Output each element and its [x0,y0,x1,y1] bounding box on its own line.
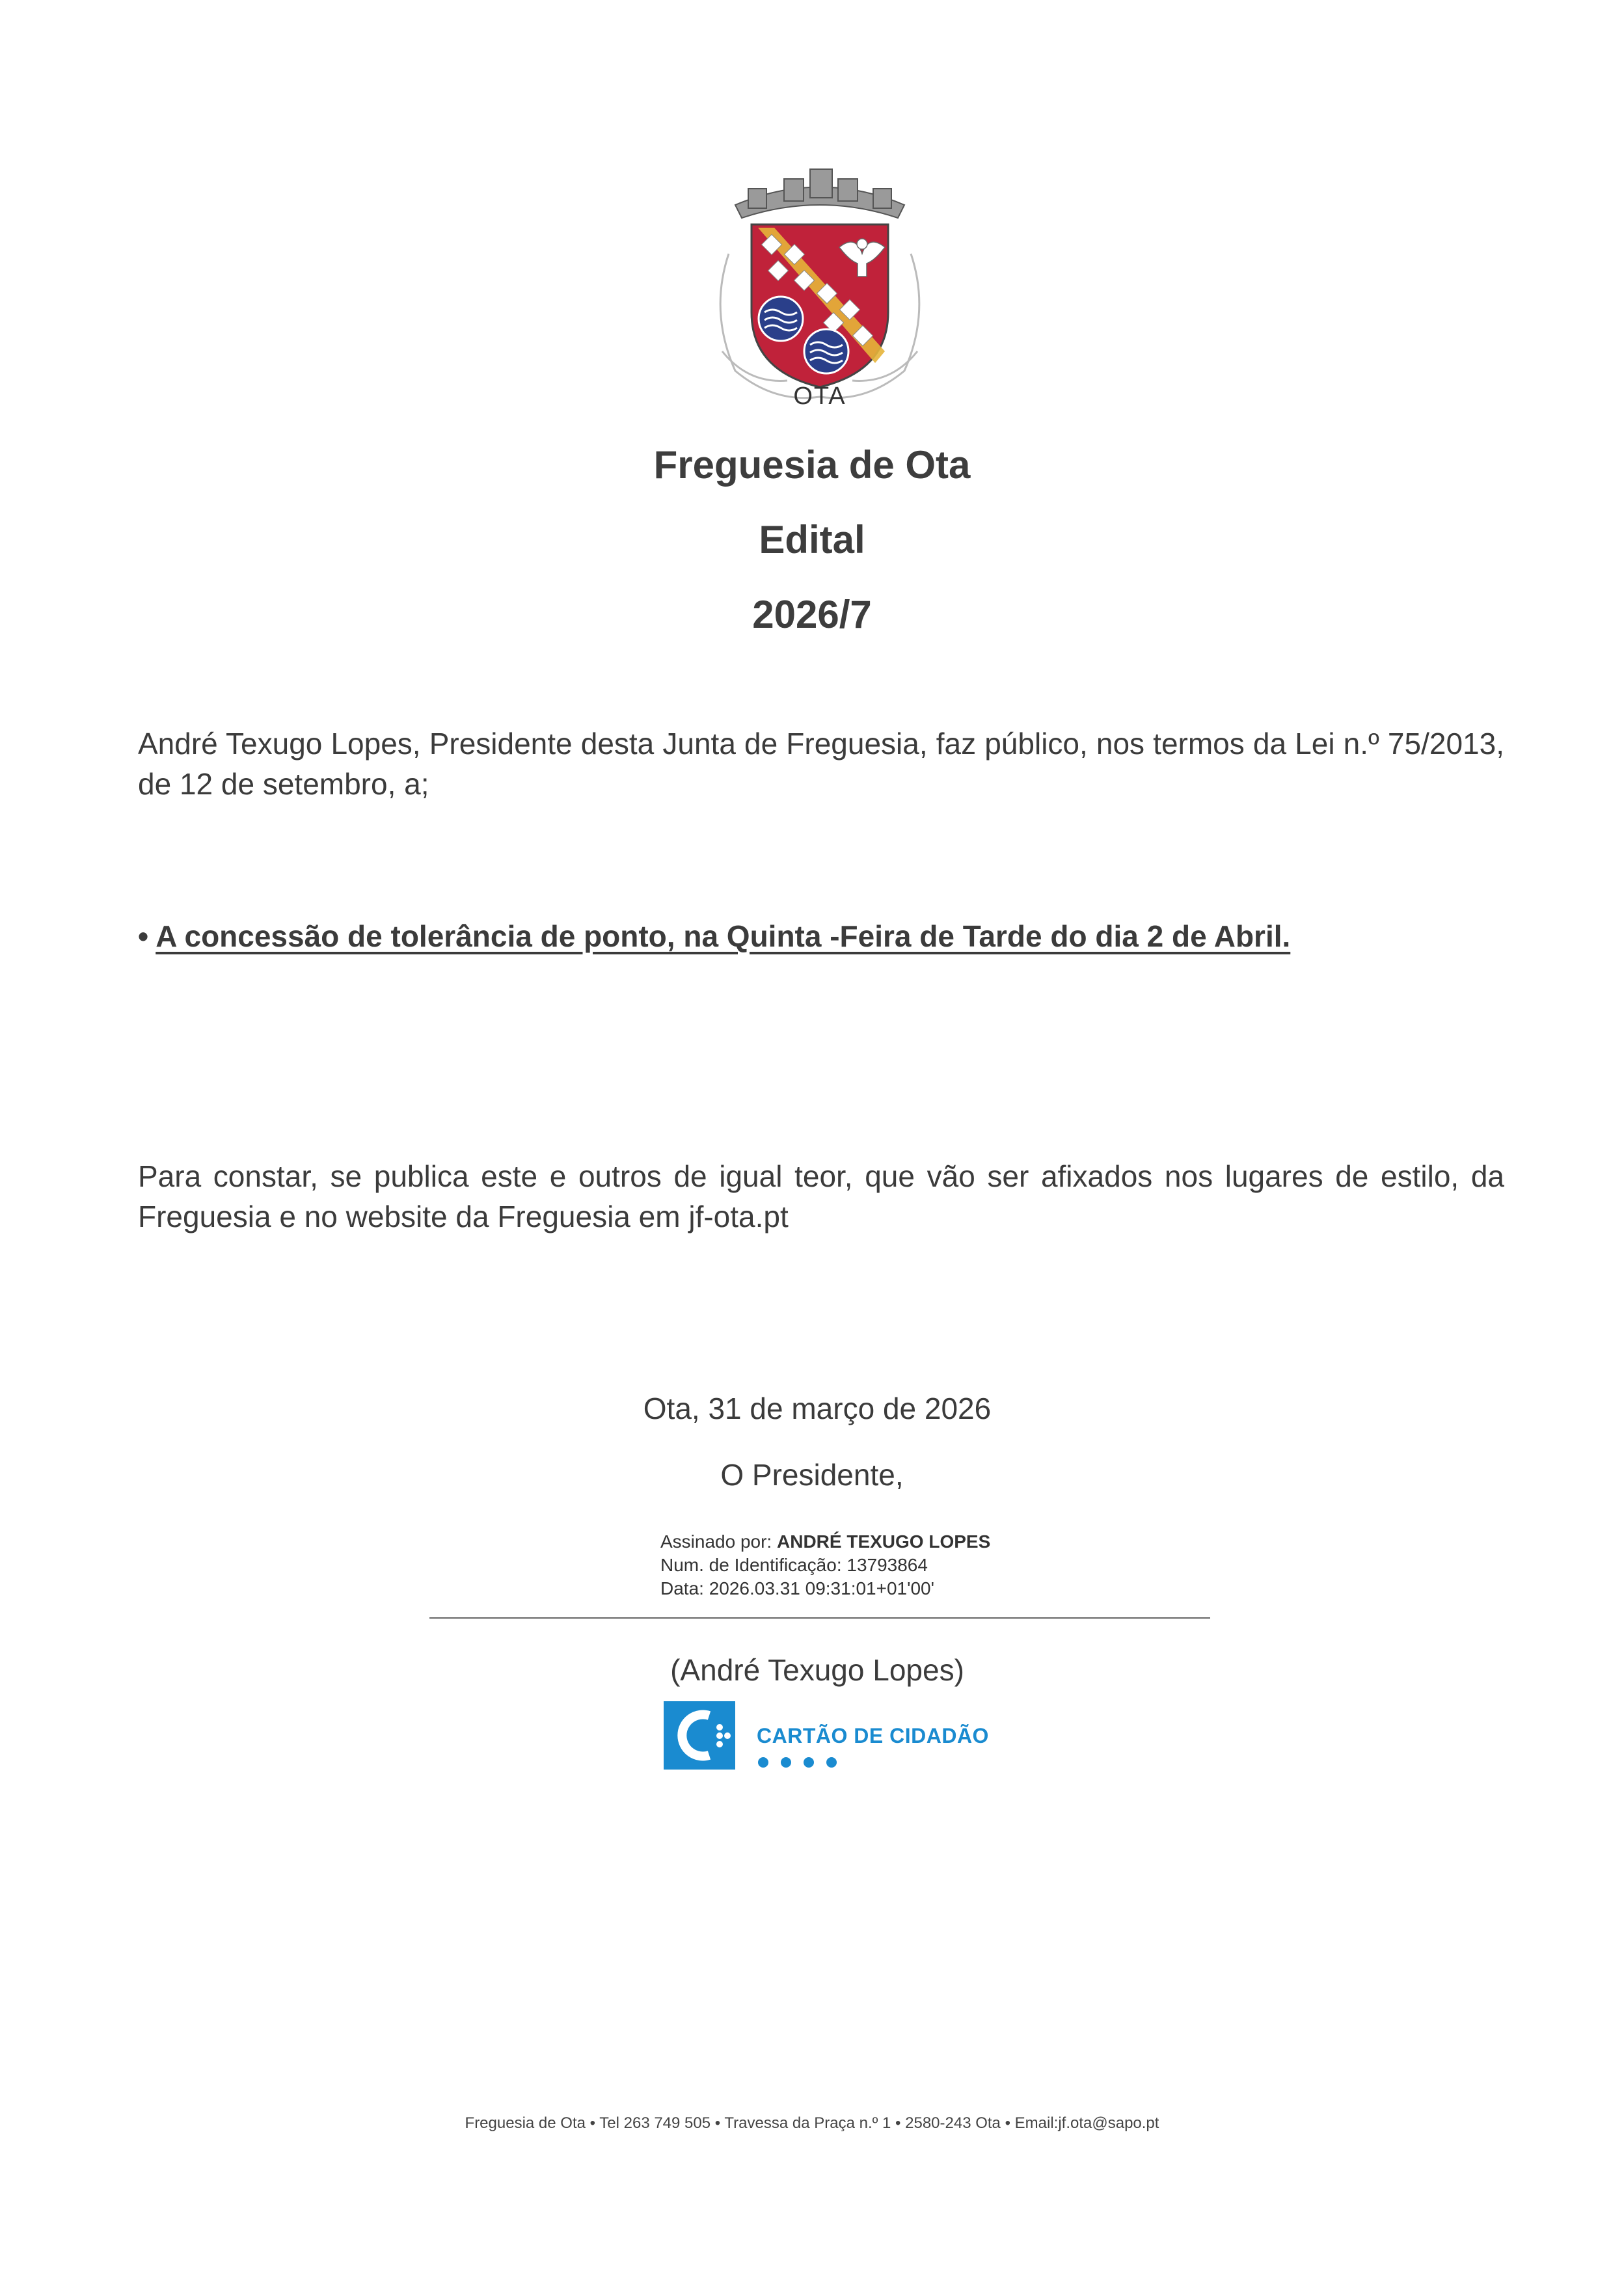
coat-of-arms-icon [696,156,943,416]
signed-by-line [660,1530,990,1554]
bullet-mark: • [138,919,149,953]
signed-by-name: ANDRÉ TEXUGO LOPES [777,1531,991,1552]
dots-icon [757,1755,848,1770]
document-subtitle: Edital [759,518,865,561]
announcement-text: A concessão de tolerância de ponto, na Quinta -Feira de Tarde do dia 2 de Abril. [156,919,1291,953]
document-title: Freguesia de Ota [653,443,971,487]
date-line: Data: 2026.03.31 09:31:01+01'00' [660,1578,934,1598]
citizen-card-logo-icon [664,1701,735,1770]
crest-label: OTA [793,383,846,410]
place-date: Ota, 31 de março de 2026 [643,1392,992,1425]
citizen-card-label: CARTÃO DE CIDADÃO [757,1724,989,1747]
id-line: Num. de Identificação: 13793864 [660,1555,928,1575]
signed-by-label: Assinado por: [660,1531,772,1552]
signer-name: (André Texugo Lopes) [670,1653,964,1687]
footer-contact: Freguesia de Ota • Tel 263 749 505 • Travessa da Praça n.º 1 • 2580-243 Ota • Email:jf.ota@sapo.pt [465,2114,1159,2132]
closing-paragraph: Para constar, se publica este e outros de igual teor, que vão ser afixados nos lugares de estilo, da Freguesia e no website da Freguesia em jf-ota.pt [138,1159,1504,1233]
document-number: 2026/7 [752,593,872,636]
signer-role: O Presidente, [720,1458,904,1492]
announcement-item [138,919,1290,954]
digital-signature-block [660,1530,990,1600]
signature-line [429,1617,1210,1619]
intro-paragraph: André Texugo Lopes, Presidente desta Junta de Freguesia, faz público, nos termos da Lei n.º 75/2013, de 12 de setembro, a; [138,727,1504,801]
